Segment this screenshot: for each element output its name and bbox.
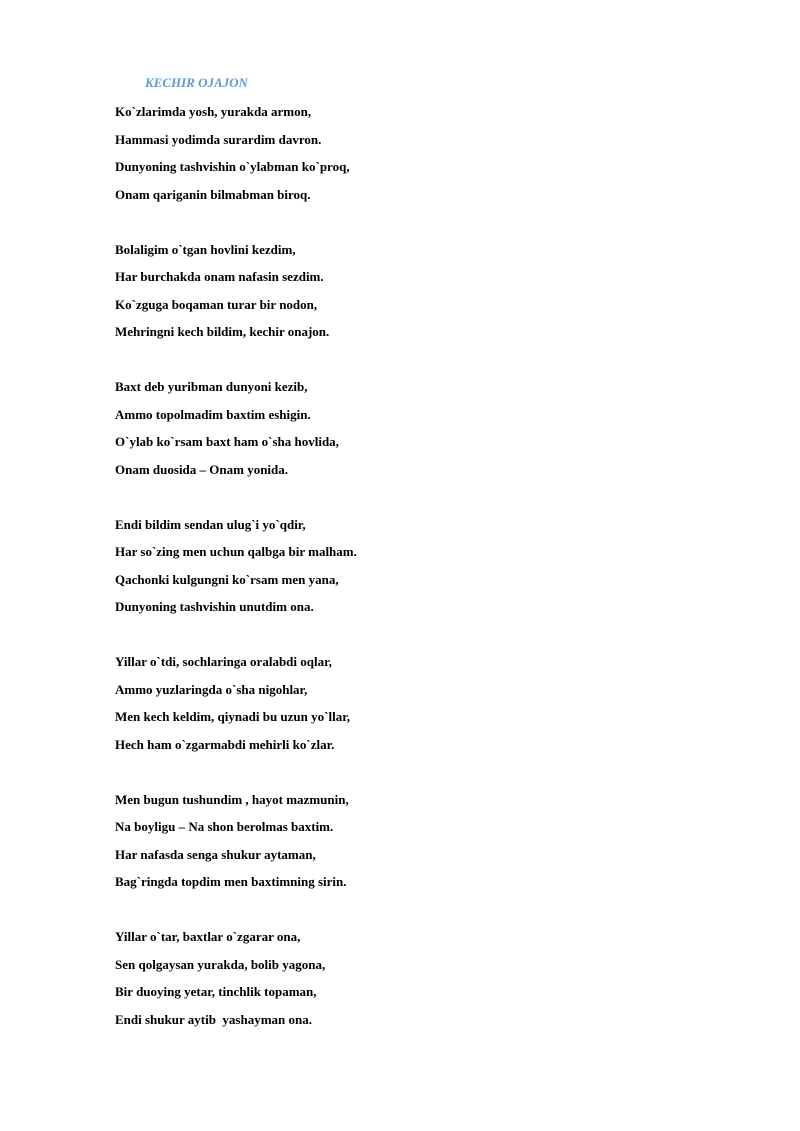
poem-line: Men kech keldim, qiynadi bu uzun yo`llar, — [115, 709, 351, 724]
stanza-2 — [115, 236, 715, 346]
stanza-3 — [115, 373, 715, 483]
poem-line: Qachonki kulgungni ko`rsam men yana, — [115, 571, 339, 587]
poem-line: Men bugun tushundim , hayot mazmunin, — [115, 791, 349, 807]
poem-line: Hech ham o`zgarmabdi mehirli ko`zlar. — [115, 736, 335, 752]
poem-line: O`ylab ko`rsam baxt ham o`sha hovlida, — [115, 434, 339, 449]
poem-line: Yillar o`tar, baxtlar o`zgarar ona, — [115, 929, 301, 944]
poem-line: Har burchakda onam nafasin sezdim. — [115, 269, 324, 284]
poem-line: Har nafasda senga shukur aytaman, — [115, 846, 316, 862]
poem-line: Hammasi yodimda surardim davron. — [115, 131, 322, 147]
poem-line: Yillar o`tdi, sochlaringa oralabdi oqlar, — [115, 654, 332, 669]
stanza-5 — [115, 648, 715, 758]
poem-line: Onam duosida – Onam yonida. — [115, 461, 289, 477]
poem-line: Har so`zing men uchun qalbga bir malham. — [115, 544, 357, 559]
stanza-4 — [115, 511, 715, 621]
poem-title: KECHIR OJAJON — [145, 75, 248, 90]
poem-line: Endi shukur aytib yashayman ona. — [115, 1011, 313, 1027]
poem-line: Ko`zguga boqaman turar bir nodon, — [115, 296, 318, 312]
poem-line: Onam qariganin bilmabman biroq. — [115, 186, 311, 202]
poem-line: Bir duoying yetar, tinchlik topaman, — [115, 984, 317, 999]
stanza-6 — [115, 786, 715, 896]
poem-line: Mehringni kech bildim, kechir onajon. — [115, 324, 330, 339]
poem-line: Bag`ringda topdim men baxtimning sirin. — [115, 874, 347, 889]
poem-line: Dunyoning tashvishin o`ylabman ko`proq, — [115, 159, 350, 174]
poem-line: Dunyoning tashvishin unutdim ona. — [115, 599, 314, 614]
stanza-1 — [115, 98, 715, 208]
poem-line: Ammo yuzlaringda o`sha nigohlar, — [115, 681, 308, 697]
stanza-7 — [115, 923, 715, 1033]
poem-line: Baxt deb yuribman dunyoni kezib, — [115, 379, 308, 394]
poem-line: Endi bildim sendan ulug`i yo`qdir, — [115, 516, 306, 532]
poem-body — [115, 98, 715, 1061]
poem-line: Na boyligu – Na shon berolmas baxtim. — [115, 819, 334, 834]
poem-line: Sen qolgaysan yurakda, bolib yagona, — [115, 956, 326, 972]
poem-line: Bolaligim o`tgan hovlini kezdim, — [115, 241, 296, 257]
poem-line: Ko`zlarimda yosh, yurakda armon, — [115, 104, 312, 119]
poem-line: Ammo topolmadim baxtim eshigin. — [115, 406, 311, 422]
